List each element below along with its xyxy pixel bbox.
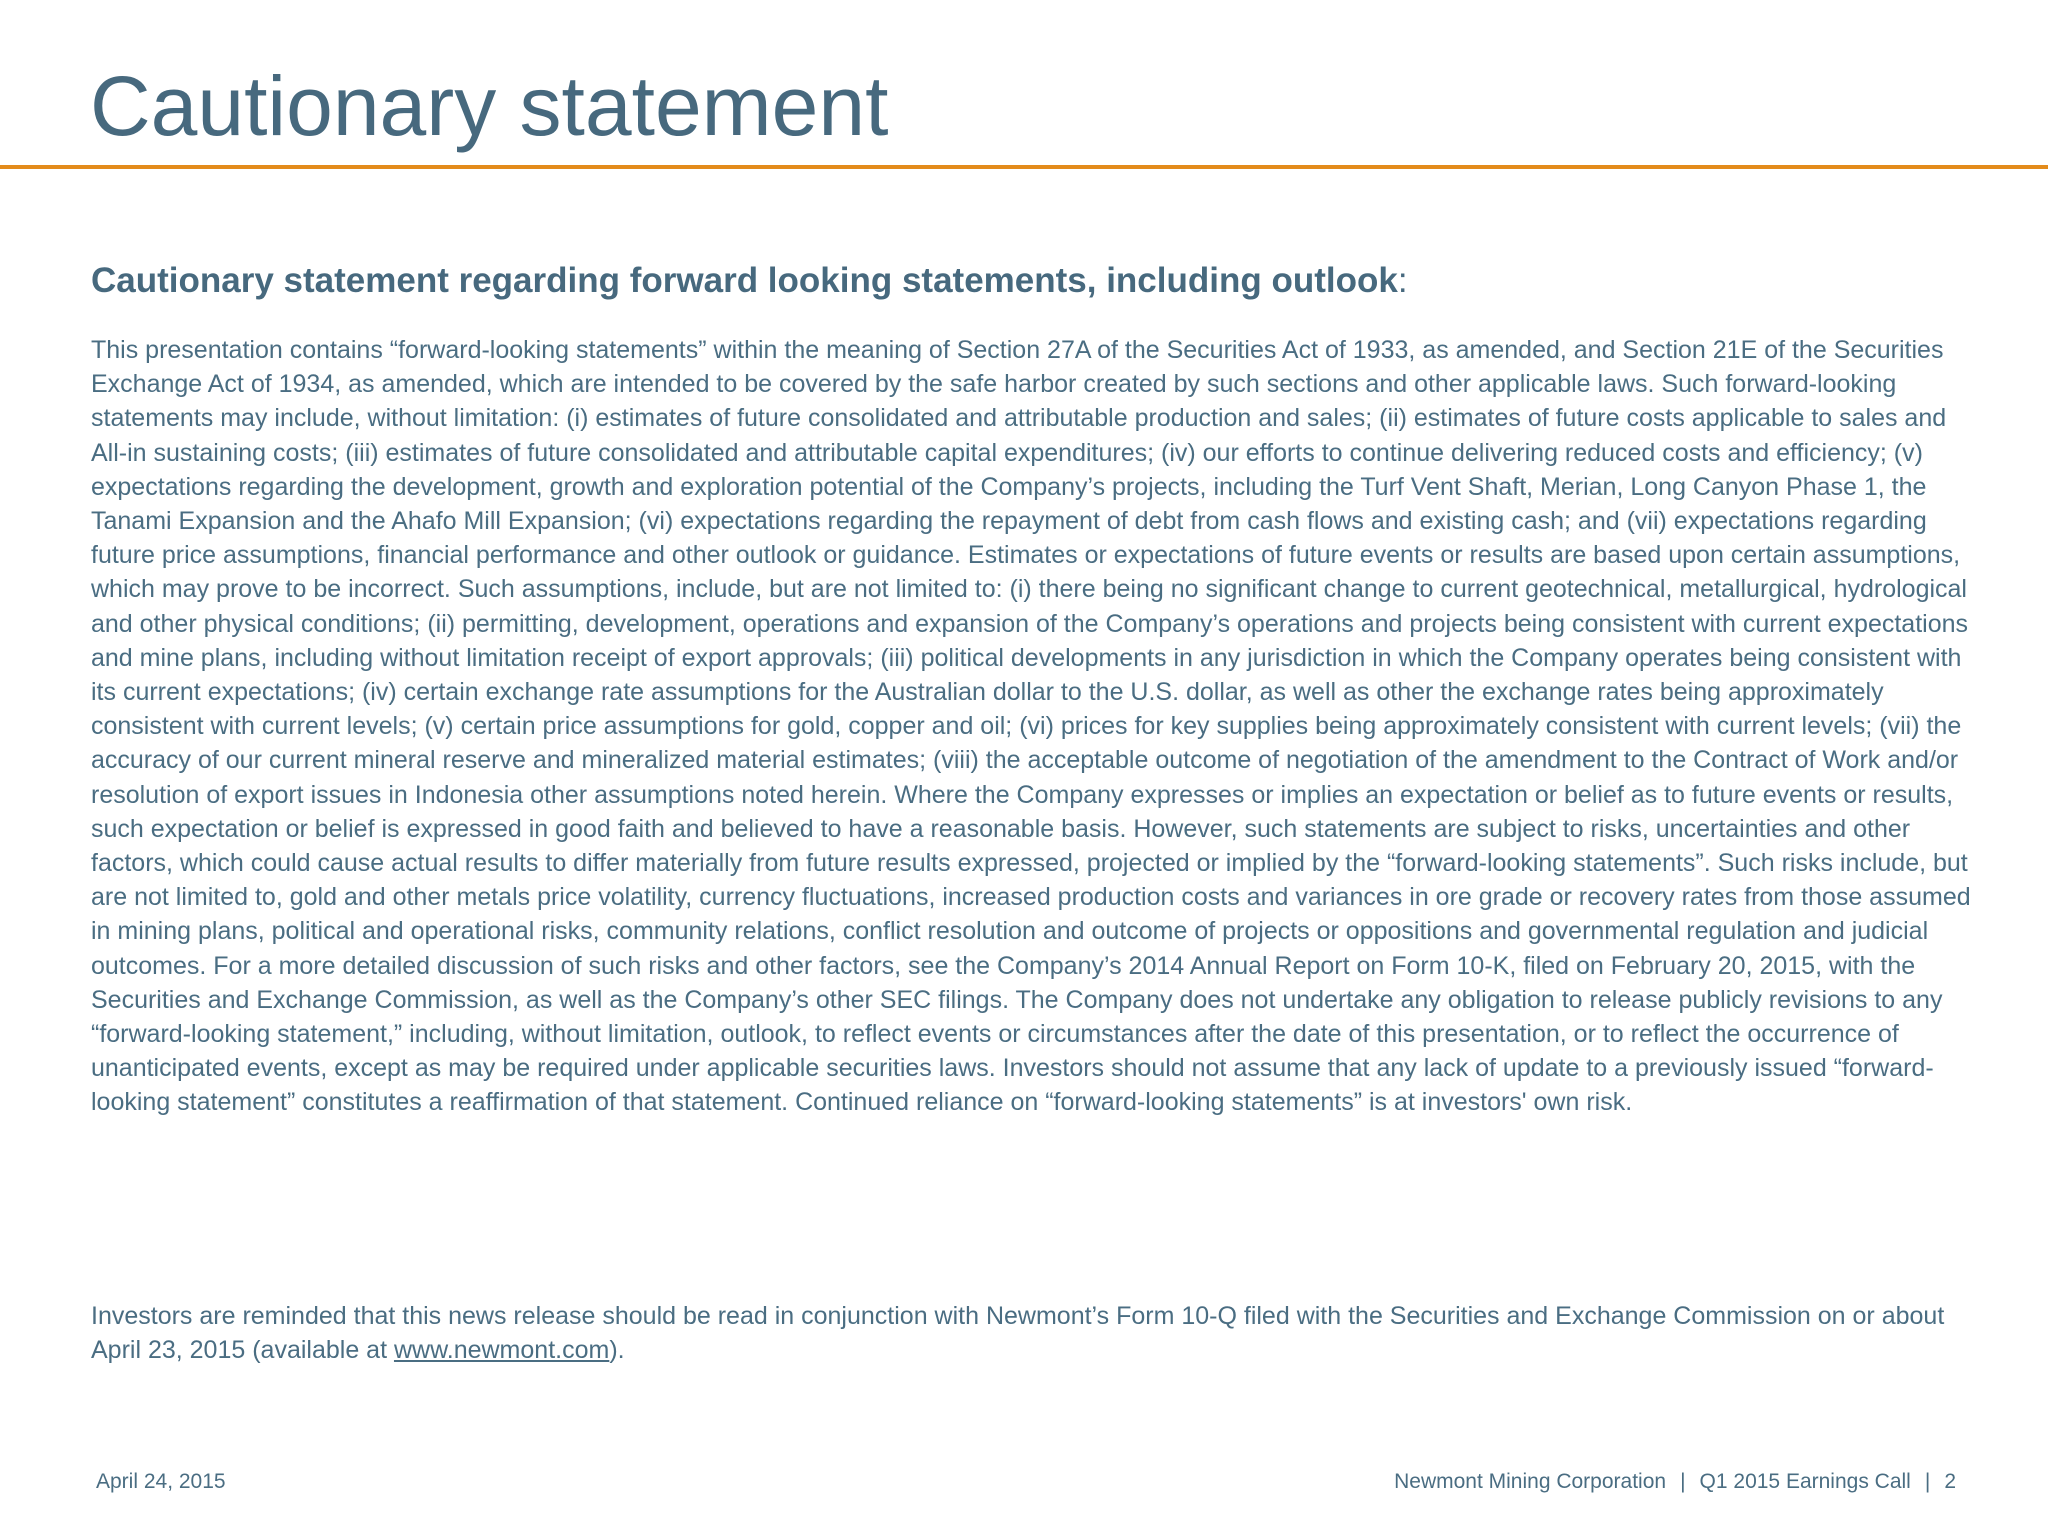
page-number: 2 [1944, 1470, 1956, 1493]
forward-looking-paragraph: This presentation contains “forward-looking statements” within the meaning of Section 27A of the Securities Act of 1933, as amended, and Section 21E of the Securities Exchange Act of 1934, as amended, which are intended to be covered by the safe harbor created by such sections and other applicable laws. Such forward-looking statements may include, without limitation: (i) estimates of future consolidated and attributable production and sales; (ii) estimates of future costs applicable to sales and All-in sustaining costs; (iii) estimates of future consolidated and attributable capital expenditures; (iv) our efforts to continue delivering reduced costs and efficiency; (v) expectations regarding the development, growth and exploration potential of the Company’s projects, including the Turf Vent Shaft, Merian, Long Canyon Phase 1, the Tanami Expansion and the Ahafo Mill Expansion; (vi) expectations regarding the repayment of debt from cash flows and existing cash; and (vii) expectations regarding future price assumptions, financial performance and other outlook or guidance. Estimates or expectations of future events or results are based upon certain assumptions, which may prove to be incorrect. Such assumptions, include, but are not limited to: (i) there being no significant change to current geotechnical, metallurgical, hydrological and other physical conditions; (ii) permitting, development, operations and expansion of the Company’s operations and projects being consistent with current expectations and mine plans, including without limitation receipt of export approvals; (iii) political developments in any jurisdiction in which the Company operates being consistent with its current expectations; (iv) certain exchange rate assumptions for the Australian dollar to the U.S. dollar, as well as other the exchange rates being approximately consistent with current levels; (v) certain price assumptions for gold, copper and oil; (vi) prices for key supplies being approximately consistent with current levels; (vii) the accuracy of our current mineral reserve and mineralized material estimates; (viii) the acceptable outcome of negotiation of the amendment to the Contract of Work and/or resolution of export issues in Indonesia other assumptions noted herein. Where the Company expresses or implies an expectation or belief as to future events or results, such expectation or belief is expressed in good faith and believed to have a reasonable basis. However, such statements are subject to risks, uncertainties and other factors, which could cause actual results to differ materially from future results expressed, projected or implied by the “forward-looking statements”. Such risks include, but are not limited to, gold and other metals price volatility, currency fluctuations, increased production costs and variances in ore grade or recovery rates from those assumed in mining plans, political and operational risks, community relations, conflict resolution and outcome of projects or oppositions and governmental regulation and judicial outcomes. For a more detailed discussion of such risks and other factors, see the Company’s 2014 Annual Report on Form 10-K, filed on February 20, 2015, with the Securities and Exchange Commission, as well as the Company’s other SEC filings. The Company does not undertake any obligation to release publicly revisions to any “forward-looking statement,” including, without limitation, outlook, to reflect events or circumstances after the date of this presentation, or to reflect the occurrence of unanticipated events, except as may be required under applicable securities laws. Investors should not assume that any lack of update to a previously issued “forward-looking statement” constitutes a reaffirmation of that statement. Continued reliance on “forward-looking statements” is at investors' own risk. [91, 336, 1971, 1117]
investor-reminder-text: Investors are reminded that this news release should be read in conjunction with Newmont’s Form 10-Q filed with the Securities and Exchange Commission on or about April 23, 2015 (available at [91, 1302, 1945, 1365]
footer-info [1394, 1470, 1956, 1494]
slide-title: Cautionary statement [90, 59, 889, 153]
investor-reminder-end: ). [609, 1336, 625, 1365]
footer-date: April 24, 2015 [96, 1470, 226, 1493]
title-divider [0, 165, 2048, 169]
footer-event: Q1 2015 Earnings Call [1699, 1470, 1911, 1493]
footer-company: Newmont Mining Corporation [1394, 1470, 1667, 1493]
footer-separator: | [1924, 1470, 1931, 1493]
section-heading-text: Cautionary statement regarding forward looking statements, including outlook [91, 261, 1398, 300]
newmont-website-link[interactable]: www.newmont.com [393, 1336, 610, 1365]
section-heading-colon: : [1397, 261, 1408, 300]
section-heading [91, 260, 1408, 302]
footer-separator: | [1680, 1470, 1686, 1493]
investor-reminder-paragraph [91, 1299, 1971, 1367]
